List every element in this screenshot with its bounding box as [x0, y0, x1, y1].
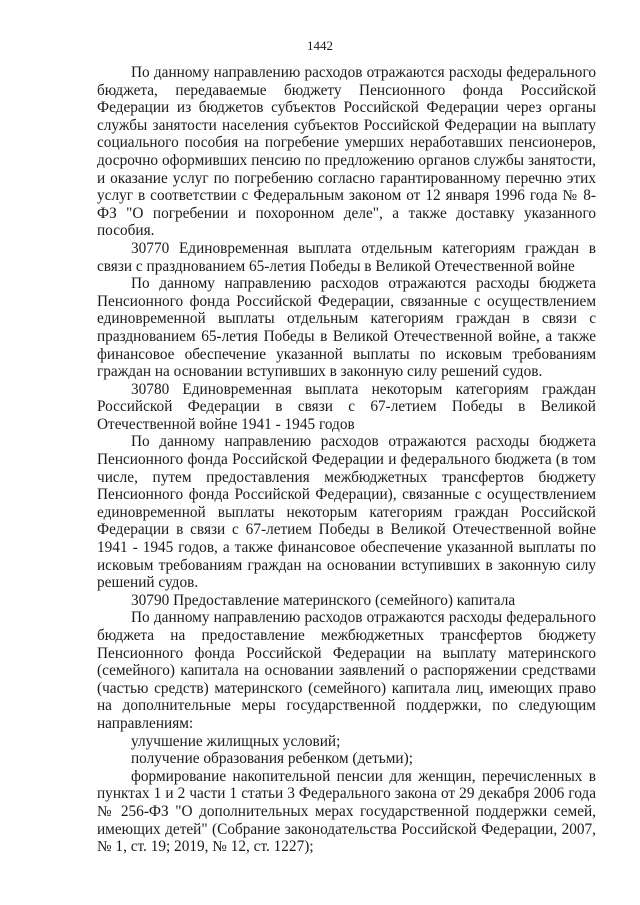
list-item-pension: формирование накопительной пенсии для женщин, перечисленных в пунктах 1 и 2 части 1 статьи 3 Федерального закона от 29 декабря 2006 года № 256-ФЗ "О дополнительных мерах государственной поддержки семей, имеющих детей" (Собрание законодательства Российской Федерации, 2007, № 1, ст. 19; 2019, № 12, ст. 1227); [97, 767, 596, 856]
page-number: 1442 [307, 38, 333, 53]
paragraph-funeral-allowance: По данному направлению расходов отражаются расходы федерального бюджета, передаваемые бюджету Пенсионного фонда Российской Федерации из бюджетов субъектов Российской Федерации через органы службы занятости населения субъектов Российской Федерации на выплату социального пособия на погребение умерших неработавших пенсионеров, досрочно оформивших пенсию по предложению органов службы занятости, и оказание услуг по погребению согласно гарантированному перечню этих услуг в соответствии с Федеральным законом от 12 января 1996 года № 8-ФЗ "О погребении и похоронном деле", а также доставку указанного пособия. [97, 64, 596, 240]
list-item-housing: улучшение жилищных условий; [131, 732, 341, 750]
heading-30790: 30790 Предоставление материнского (семейного) капитала [131, 591, 516, 609]
document-body [97, 64, 596, 856]
list-item-education: получение образования ребенком (детьми); [131, 750, 413, 768]
heading-30770: 30770 Единовременная выплата отдельным категориям граждан в связи с празднованием 65-летия Победы в Великой Отечественной войне [97, 239, 596, 275]
heading-30780: 30780 Единовременная выплата некоторым категориям граждан Российской Федерации в связи с 67-летием Победы в Великой Отечественной войне 1941 - 1945 годов [97, 380, 596, 433]
paragraph-30770-description: По данному направлению расходов отражаются расходы бюджета Пенсионного фонда Российской Федерации, связанные с осуществлением единовременной выплаты отдельным категориям граждан в связи с празднованием 65-летия Победы в Великой Отечественной войне, а также финансовое обеспечение указанной выплаты по исковым требованиям граждан на основании вступивших в законную силу решений судов. [97, 275, 596, 381]
paragraph-30780-description: По данному направлению расходов отражаются расходы бюджета Пенсионного фонда Российской Федерации и федерального бюджета (в том числе, путем предоставления межбюджетных трансфертов бюджету Пенсионного фонда Российской Федерации), связанные с осуществлением единовременной выплаты некоторым категориям граждан Российской Федерации в связи с 67-летием Победы в Великой Отечественной войне 1941 - 1945 годов, а также финансовое обеспечение указанной выплаты по исковым требованиям граждан на основании вступивших в законную силу решений судов. [97, 433, 596, 592]
paragraph-30790-description: По данному направлению расходов отражаются расходы федерального бюджета на предоставление межбюджетных трансфертов бюджету Пенсионного фонда Российской Федерации на выплату материнского (семейного) капитала на основании заявлений о распоряжении средствами (частью средств) материнского (семейного) капитала лиц, имеющих право на дополнительные меры государственной поддержки, по следующим направлениям: [97, 609, 596, 732]
